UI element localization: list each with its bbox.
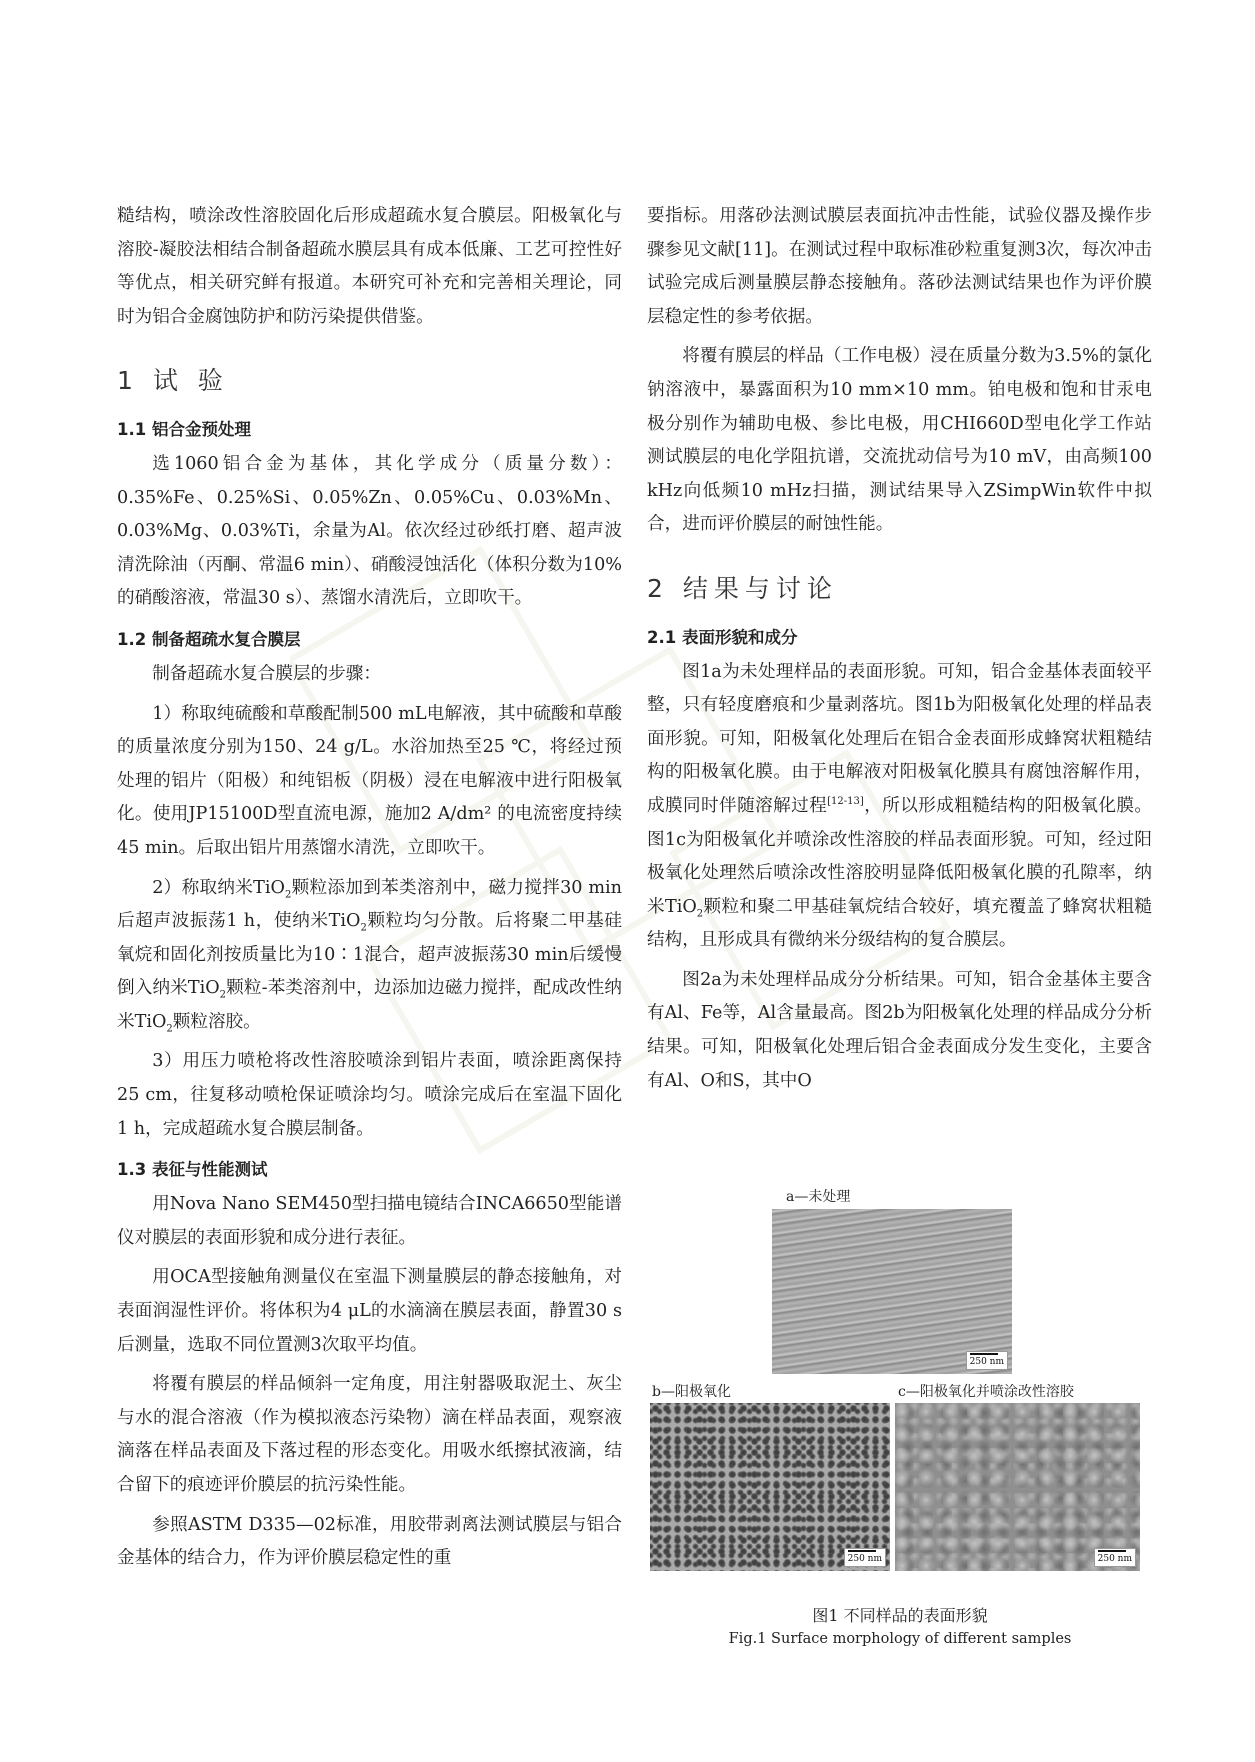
step-2-paragraph: 2）称取纳米TiO$_2$颗粒添加到苯类溶剂中，磁力搅拌30 min后超声波振荡1 h，使纳米TiO$_2$颗粒均匀分散。后将聚二甲基硅氧烷和固化剂按质量比为10∶1混合，超声波振荡30 min后缓慢倒入纳米TiO$_2$颗粒-苯类溶剂中，边添加边磁力搅拌，配成改性纳米TiO$_2$颗粒溶胶。 — [117, 877, 622, 1035]
pretreatment-paragraph: 选1060铝合金为基体，其化学成分（质量分数）：0.35%Fe、0.25%Si、0.05%Zn、0.05%Cu、0.03%Mn、0.03%Mg、0.03%Ti，余量为Al。依次经过砂纸打磨、超声波清洗除油（丙酮、常温6 min）、硝酸浸蚀活化（体积分数为10%的硝酸溶液，常温30 s）、蒸馏水清洗后，立即吹干。 — [117, 453, 622, 609]
scale-bar-a: 250 nm — [966, 1351, 1008, 1370]
sand-test-paragraph: 要指标。用落砂法测试膜层表面抗冲击性能，试验仪器及操作步骤参见文献[11]。在测试过程中取标准砂粒重复测3次，每次冲击试验完成后测量膜层静态接触角。落砂法测试结果也作为评价膜层稳定性的参考依据。 — [647, 206, 1152, 327]
section-1-1-title: 1.1 铝合金预处理 — [117, 419, 251, 439]
section-1-title: 1 试 验 — [117, 366, 229, 396]
adhesion-paragraph: 参照ASTM D335—02标准，用胶带剥离法测试膜层与铝合金基体的结合力，作为评价膜层稳定性的重 — [117, 1514, 622, 1569]
sem-paragraph: 用Nova Nano SEM450型扫描电镜结合INCA6650型能谱仪对膜层的表面形貌和成分进行表征。 — [117, 1194, 622, 1248]
figure-caption-en: Fig.1 Surface morphology of different samples — [728, 1631, 1072, 1647]
step-3-paragraph: 3）用压力喷枪将改性溶胶喷涂到铝片表面，喷涂距离保持25 cm，往复移动喷枪保证喷涂均匀。喷涂完成后在室温下固化1 h，完成超疏水复合膜层制备。 — [117, 1051, 622, 1139]
section-2-1-title: 2.1 表面形貌和成分 — [647, 627, 798, 647]
antifouling-paragraph: 将覆有膜层的样品倾斜一定角度，用注射器吸取泥土、灰尘与水的混合溶液（作为模拟液态污染物）滴在样品表面，观察液滴落在样品表面及下落过程的形态变化。用吸水纸擦拭液滴，结合留下的痕迹评价膜层的抗污染性能。 — [117, 1374, 622, 1495]
right-column — [647, 200, 1152, 1098]
figure-label-c: c—阳极氧化并喷涂改性溶胶 — [898, 1384, 1074, 1400]
sem-image-untreated — [772, 1209, 1012, 1374]
morphology-paragraph: 图1a为未处理样品的表面形貌。可知，铝合金基体表面较平整，只有轻度磨痕和少量剥落坑。图1b为阳极氧化处理的样品表面形貌。可知，阳极氧化处理后在铝合金表面形成蜂窝状粗糙结构的阳极氧化膜。由于电解液对阳极氧化膜具有腐蚀溶解作用，成膜同时伴随溶解过程[12-13]，所以形成粗糙结构的阳极氧化膜。图1c为阳极氧化并喷涂改性溶胶的样品表面形貌。可知，经过阳极氧化处理然后喷涂改性溶胶明显降低阳极氧化膜的孔隙率，纳米TiO$_2$颗粒和聚二甲基硅氧烷结合较好，填充覆盖了蜂窝状粗糙结构，且形成具有微纳米分级结构的复合膜层。 — [647, 661, 1152, 951]
section-2-title: 2 结果与讨论 — [647, 573, 838, 603]
sem-image-anodized-coated — [895, 1403, 1140, 1571]
step-1-paragraph: 1）称取纯硫酸和草酸配制500 mL电解液，其中硫酸和草酸的质量浓度分别为150、24 g/L。水浴加热至25 ℃，将经过预处理的铝片（阳极）和纯铝板（阴极）浸在电解液中进行阳极氧化。使用JP15100D型直流电源，施加2 A/dm² 的电流密度持续45 min。后取出铝片用蒸馏水清洗，立即吹干。 — [117, 703, 622, 858]
section-1-3-title: 1.3 表征与性能测试 — [117, 1160, 268, 1180]
electrochemical-paragraph: 将覆有膜层的样品（工作电极）浸在质量分数为3.5%的氯化钠溶液中，暴露面积为10 mm×10 mm。铂电极和饱和甘汞电极分别作为辅助电极、参比电极，用CHI660D型电化学工作站测试膜层的电化学阻抗谱，交流扰动信号为10 mV，由高频100 kHz向低频10 mHz扫描，测试结果导入ZSimpWin软件中拟合，进而评价膜层的耐蚀性能。 — [647, 346, 1152, 535]
figure-caption-cn: 图1 不同样品的表面形貌 — [812, 1606, 988, 1625]
scale-bar-b: 250 nm — [844, 1548, 886, 1567]
steps-intro-paragraph: 制备超疏水复合膜层的步骤： — [152, 663, 381, 684]
intro-paragraph: 糙结构，喷涂改性溶胶固化后形成超疏水复合膜层。阳极氧化与溶胶-凝胶法相结合制备超疏水膜层具有成本低廉、工艺可控性好等优点，相关研究鲜有报道。本研究可补充和完善相关理论，同时为铝合金腐蚀防护和防污染提供借鉴。 — [117, 206, 622, 327]
composition-paragraph: 图2a为未处理样品成分分析结果。可知，铝合金基体主要含有Al、Fe等，Al含量最高。图2b为阳极氧化处理的样品成分分析结果。可知，阳极氧化处理后铝合金表面成分发生变化，主要含有Al、O和S，其中O — [647, 969, 1152, 1091]
figure-label-b: b—阳极氧化 — [652, 1384, 731, 1400]
scale-bar-c: 250 nm — [1094, 1548, 1136, 1567]
left-column — [117, 200, 622, 1576]
sem-image-anodized — [650, 1403, 890, 1571]
section-1-2-title: 1.2 制备超疏水复合膜层 — [117, 629, 301, 649]
figure-label-a: a—未处理 — [786, 1189, 851, 1205]
contact-angle-paragraph: 用OCA型接触角测量仪在室温下测量膜层的静态接触角，对表面润湿性评价。将体积为4 μL的水滴滴在膜层表面，静置30 s后测量，选取不同位置测3次取平均值。 — [117, 1267, 622, 1355]
